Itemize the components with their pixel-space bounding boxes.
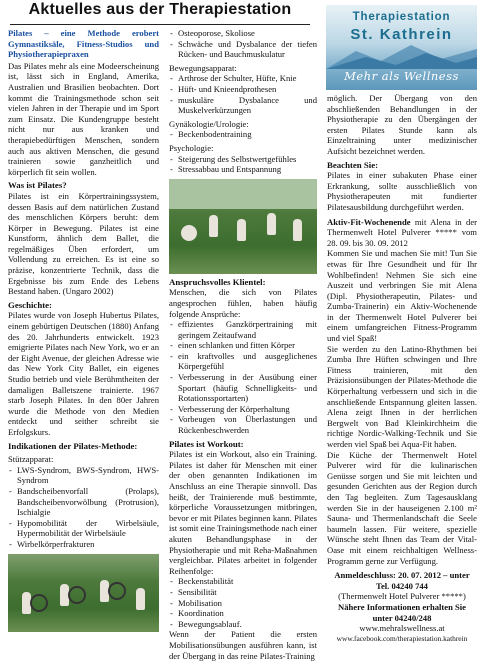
paragraph-program: Sie werden zu den Latino-Rhythmen bei Zumba Ihre Hüften schwingen und Ihre Fitness trainieren, mit den Präzisionsübungen der Pilates-Methode die Körperhaltung verbessern und sich in die anschließende Entspannung gleiten lassen. Alena zeigt Ihnen in der herrlichen Bergwelt von Bad Kleinkirchheim die richtige Nordic-Walking-Technik und Sie werden viel Spaß bei Aqua-Fit haben. <box>327 343 477 449</box>
intro-heading: Pilates – eine Methode erobert Gymnastiksäle, Fitness-Studios und Physiotherapiepraxen <box>8 28 159 60</box>
paragraph-history: Pilates wurde von Joseph Hubertus Pilates, einem gebürtigen Deutschen (1880) Anfang des 20. Jahrhunderts entwickelt. 1923 emigrierte Pilates nach New York, wo er an der Eight Avenue, der gleichen Adresse wie das New York City Ballet, ein eigenes Studio betrieb und viele Berühmtheiten der damaligen Balletszene trainierte. 1967 starb Joseph Pilates. In den 80er Jahren wurde die Methode von den Medien entdeckt und seither schreibt sie Erfolgskurs. <box>8 310 159 437</box>
column-3 <box>327 93 477 668</box>
logo-line-2: St. Kathrein <box>350 26 453 43</box>
page-title: Aktuelles aus der Therapiestation <box>28 1 292 18</box>
list-item: - Arthrose der Schulter, Hüfte, Knie <box>169 73 317 84</box>
list-item: - Sensibilität <box>169 587 317 598</box>
psychology-list <box>169 154 317 175</box>
person-figure <box>237 219 246 241</box>
background-building <box>169 179 317 209</box>
heading-note: Beachten Sie: <box>327 159 379 170</box>
hotel-name: (Thermenwelt Hotel Pulverer *****) <box>338 591 466 602</box>
intro-paragraph: Das Pilates mehr als eine Modeerscheinung ist, lässt sich in England, Amerika, Australien und Brasilien beobachten. Dort kommt die Trainingsmethode schon seit vielen Jahren in der Therapie und im Sport zum Einsatz. Die Kundengruppe besteht nicht nur aus kranken und therapiebedürftigen Menschen, sondern auch aus aktiven Menschen, die gesund trainieren sowie ganzheitlich und körperlich fit sein wollen. <box>8 60 159 177</box>
heading-weekend: Aktiv-Fit-Wochenende <box>327 216 411 227</box>
therapiestation-logo <box>326 5 477 90</box>
list-item: - Mobilisation <box>169 598 317 609</box>
list-item: - Vorbeugen von Überlastungen und Rückenbeschwerden <box>169 414 317 435</box>
subheading-spine: Stützapparat: <box>8 454 54 465</box>
list-item: - Beckenstabilität <box>169 576 317 587</box>
heading-history: Geschichte: <box>8 299 52 310</box>
mountain-icon <box>326 43 477 69</box>
info-line: Nähere Informationen erhalten Sie unter 04240/248 <box>337 601 467 623</box>
weekend-details: mit Alena in der Thermenwelt Hotel Pulverer ***** vom 28. 09. bis 30. 09. 2012 <box>327 216 477 248</box>
paragraph-clientele: Menschen, die sich von Pilates angesprochen fühlen, haben häufig folgende Ansprüche: <box>169 287 317 319</box>
heading-workout: Pilates ist Workout: <box>169 438 244 449</box>
workout-list <box>169 576 317 629</box>
list-item: - einen schlanken und fitten Körper <box>169 340 317 351</box>
paragraph-invite: Kommen Sie und machen Sie mit! Tun Sie etwas für Ihre Gesundheit und für Ihr Wohlbefinden! Nehmen Sie sich eine Auszeit und verbringen Sie mit Alena (Dipl. Physiotherapeutin, Pilates- und Zumba-Trainerin) ein Aktiv-Wochenende in der Thermenwelt Hotel Pulverer bei einem umfangreichen Fitness-Programm und viel Spaß! <box>327 248 477 344</box>
column-1 <box>8 28 159 668</box>
list-item: - Osteoporose, Skoliose <box>169 28 317 39</box>
logo-line-1: Therapiestation <box>352 11 451 23</box>
paragraph-note: Pilates in einer subakuten Phase einer Erkrankung, sollte ausschließlich von Physiotherapeuten mit fundierter Pilatesausbildung durchgeführt werden. <box>327 170 477 212</box>
list-item: - Koordination <box>169 608 317 619</box>
list-item: - Wirbelkörperfrakturen <box>8 539 159 550</box>
paragraph-what-is-pilates: Pilates ist ein Körpertrainingssystem, dessen Basis auf dem natürlichen Zustand des menschlichen Körpers beruht: dem Körper in Bewegung. Pilates ist eine Kunstform, ähnlich dem Ballet, die regelmäßiges Üben erfordert, um Vollendung zu erreichen. Es ist eine so präzise, konzentrierte Technik, dass die Ergebnisse bis zum Ende des Lebens Bestand haben. (Ungaro 2002) <box>8 190 159 297</box>
facebook-link[interactable]: www.facebook.com/therapiestation.kathrein <box>336 633 468 643</box>
list-item: - Hypomobilität der Wirbelsäule, Hypermobilität der Wirbelsäule <box>8 518 159 539</box>
person-figure <box>267 213 276 235</box>
person-figure <box>136 588 145 610</box>
pilates-group-photo <box>169 179 317 274</box>
indication-list-cont <box>169 28 317 60</box>
list-item: - Bewegungsablauf. <box>169 619 317 630</box>
list-item: - Verbesserung in der Ausübung einer Sportart (häufig Schnelligkeits- und Rotationssportarten) <box>169 372 317 404</box>
clientele-list <box>169 319 317 436</box>
pilates-ring <box>108 582 126 600</box>
list-item: - Verbesserung der Körperhaltung <box>169 404 317 415</box>
paragraph-workout: Pilates ist ein Workout, also ein Training. Pilates ist daher für Menschen mit einer der oben genannten Indikationen im Anschluss an eine Therapie sinnvoll. Das heißt, der Trainierende muß bestimmte, körperliche Voraussetzungen mitbringen, bevor er mit Pilates beginnen kann. Pilates ist somit eine Trainingsmethode nach einer akuten Behandlungsphase in der Physiotherapie und mit Reha-Maßnahmen vergleichbar. Pilates arbeitet in folgender Reihenfolge: <box>169 449 317 576</box>
list-item: - Steigerung des Selbstwertgefühles <box>169 154 317 165</box>
heading-clientele: Anspruchsvolles Klientel: <box>169 276 266 287</box>
list-item: - Bandscheibenvorfall (Prolaps), Bandscheibenvorwölbung (Protrusion), Ischialgie <box>8 486 159 518</box>
paragraph-continuation: möglich. Der Übergang von den abschließenden Behandlungen in der Physiotherapie zu den Übergängen der ersten Pilates Stunde kann als Einzeltraining unter medizinischer Aufsicht bezeichnet werden. <box>327 93 477 156</box>
website-link[interactable]: www.mehralswellness.at <box>359 623 445 634</box>
list-item: - effizientes Ganzkörpertraining mit geringem Zeitaufwand <box>169 319 317 340</box>
paragraph-kitchen: Die Küche der Thermenwelt Hotel Pulverer wird für die kulinarischen Genüsse sorgen und Sie mit leichten und gesunden Gerichten aus der Region durch den Tag begleiten. Zum Tagesausklang werden Sie in der hauseigenen 2.100 m² Sauna- und Thermenlandschaft die Seele baumeln lassen. Für weitere, spezielle Wünsche steht Ihnen das Team der Vital-Oase mit einem reichhaltigen Wellness-Programm gerne zur Verfügung. <box>327 449 477 566</box>
list-item: - Stressabbau und Entspannung <box>169 164 317 175</box>
logo-tagline: Mehr als Wellness <box>344 69 459 83</box>
list-item: - Beckenbodentraining <box>169 129 317 140</box>
subheading-psychology: Psychologie: <box>169 142 214 153</box>
heading-indications: Indikationen der Pilates-Methode: <box>8 440 138 451</box>
subheading-gynecology: Gynäkologie/Urologie: <box>169 118 249 129</box>
person-figure <box>209 215 218 237</box>
gynecology-list <box>169 129 317 140</box>
movement-list <box>169 73 317 115</box>
list-item: - LWS-Syndrom, BWS-Syndrom, HWS-Syndrom <box>8 465 159 486</box>
list-item: - muskuläre Dysbalance und Muskelverkürzungen <box>169 95 317 116</box>
spine-list <box>8 465 159 550</box>
list-item: - Hüft- und Knieendprothesen <box>169 84 317 95</box>
paragraph-transition: Wenn der Patient die ersten Mobilisationsübungen ausführen kann, ist der Übergang in das reine Pilates-Training <box>169 629 317 661</box>
pilates-ring-photo <box>8 554 159 632</box>
person-figure <box>293 219 302 241</box>
subheading-movement: Bewegungsapparat: <box>169 62 237 73</box>
pilates-ring <box>30 594 48 612</box>
heading-what-is-pilates: Was ist Pilates? <box>8 180 67 191</box>
person-figure <box>181 225 197 241</box>
weekend-announcement <box>327 217 477 249</box>
registration-deadline: Anmeldeschluss: 20. 07. 2012 – unter Tel. 04240 744 <box>334 570 470 591</box>
column-2 <box>169 28 317 668</box>
pilates-ring <box>68 586 86 604</box>
list-item: - Schwäche und Dysbalance der tiefen Rücken- und Bauchmuskulatur <box>169 39 317 60</box>
title-divider <box>10 24 310 25</box>
list-item: - ein kraftvolles und ausgeglichenes Körpergefühl <box>169 351 317 372</box>
